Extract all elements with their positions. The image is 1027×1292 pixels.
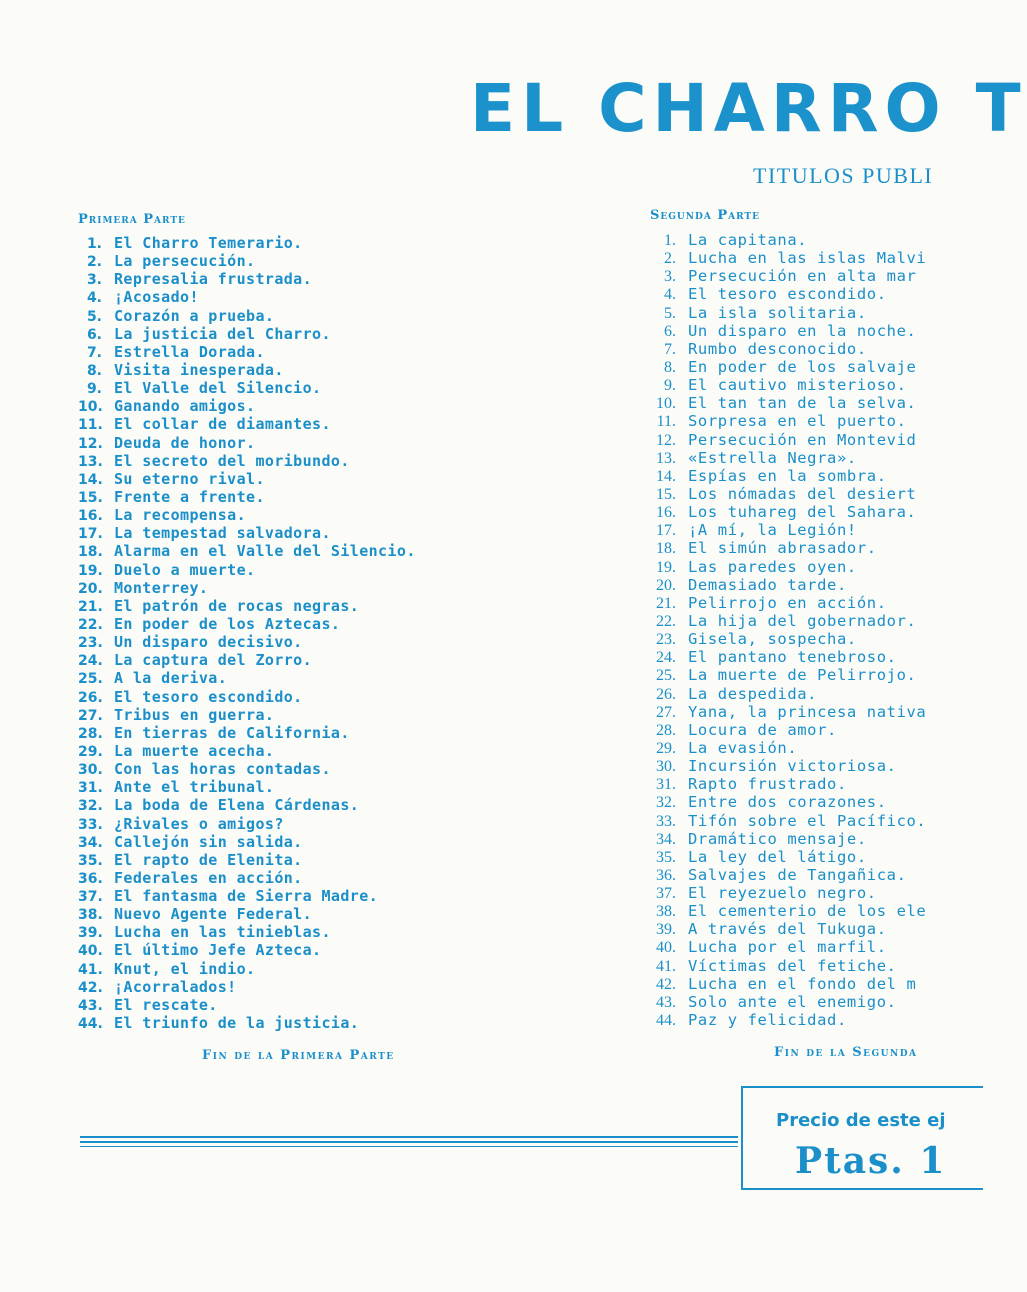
item-title: Pelirrojo en acción.: [688, 593, 887, 612]
list-item: [78, 960, 416, 978]
list-item: [78, 434, 416, 452]
item-number: 23.: [78, 635, 103, 652]
item-number: 35.: [656, 848, 676, 866]
list-item: [650, 757, 926, 775]
item-number: 9.: [86, 381, 102, 398]
list-item: [650, 376, 926, 394]
double-rule-divider: [80, 1136, 738, 1148]
list-item: [650, 830, 926, 848]
list-item: [650, 231, 926, 249]
item-number: 18.: [656, 540, 676, 558]
list-item: [78, 270, 416, 288]
item-number: 10.: [656, 395, 676, 413]
list-item: [650, 685, 926, 703]
list-item: [650, 993, 926, 1011]
list-item: [78, 397, 416, 415]
item-title: En tierras de California.: [114, 723, 350, 742]
item-number: 44.: [656, 1012, 676, 1030]
list-item: [78, 506, 416, 524]
list-item: [650, 267, 926, 285]
item-title: El cementerio de los ele: [688, 902, 927, 921]
list-item: [78, 1014, 416, 1032]
list-item: [650, 521, 926, 539]
list-item: [78, 307, 416, 325]
list-item: [650, 467, 926, 485]
list-item: [650, 630, 926, 648]
item-title: El Valle del Silencio.: [114, 379, 322, 398]
item-title: El rapto de Elenita.: [114, 850, 303, 869]
item-title: El fantasma de Sierra Madre.: [114, 887, 379, 906]
item-number: 38.: [78, 907, 103, 924]
item-number: 20.: [78, 580, 103, 597]
list-item: [650, 485, 926, 503]
list-item: [78, 978, 416, 996]
item-number: 21.: [78, 598, 103, 615]
item-number: 18.: [78, 544, 103, 561]
item-title: Deuda de honor.: [114, 433, 256, 452]
item-number: 35.: [78, 852, 103, 869]
price-box: [741, 1086, 983, 1190]
item-number: 22.: [656, 612, 676, 630]
item-title: El rescate.: [114, 995, 218, 1014]
list-item: [650, 576, 926, 594]
item-number: 40.: [78, 943, 103, 960]
item-number: 39.: [656, 921, 676, 939]
list-item: [650, 558, 926, 576]
item-title: El secreto del moribundo.: [114, 451, 350, 470]
list-item: [78, 815, 416, 833]
item-number: 33.: [78, 816, 103, 833]
item-title: La hija del gobernador.: [688, 611, 917, 630]
list-item: [650, 884, 926, 902]
item-title: Demasiado tarde.: [688, 575, 847, 594]
list-item: [650, 902, 926, 920]
item-number: 34.: [656, 830, 676, 848]
item-number: 42.: [78, 979, 103, 996]
list-item: [78, 234, 416, 252]
item-title: Solo ante el enemigo.: [688, 992, 897, 1011]
item-title: Con las horas contadas.: [114, 760, 331, 779]
item-title: La muerte de Pelirrojo.: [688, 666, 917, 685]
item-number: 34.: [78, 834, 103, 851]
item-number: 44.: [78, 1016, 103, 1033]
list-item: [78, 252, 416, 270]
item-title: El triunfo de la justicia.: [114, 1014, 360, 1033]
item-number: 37.: [78, 889, 103, 906]
list-item: [78, 542, 416, 560]
item-number: 11.: [656, 413, 676, 431]
list-item: [78, 379, 416, 397]
item-number: 24.: [78, 653, 103, 670]
item-title: El tan tan de la selva.: [688, 394, 917, 413]
series-title: EL CHARRO T: [470, 70, 1027, 147]
item-number: 7.: [86, 344, 102, 361]
list-item: [78, 633, 416, 651]
rule-line-middle: [80, 1141, 738, 1143]
list-item: [78, 724, 416, 742]
item-number: 1.: [664, 232, 676, 249]
price-value: Ptas. 1: [795, 1140, 947, 1182]
item-title: Duelo a muerte.: [114, 560, 256, 579]
item-number: 21.: [656, 594, 676, 612]
item-number: 2.: [86, 254, 102, 271]
list-item: [650, 394, 926, 412]
part2-title-list: [650, 231, 926, 1029]
list-item: [650, 975, 926, 993]
list-item: [650, 775, 926, 793]
item-number: 13.: [78, 453, 103, 470]
item-title: Los tuhareg del Sahara.: [688, 503, 917, 522]
list-item: [78, 778, 416, 796]
item-title: Salvajes de Tangañica.: [688, 865, 907, 884]
item-title: A través del Tukuga.: [688, 920, 887, 939]
item-number: 4.: [664, 286, 676, 304]
item-title: Gisela, sospecha.: [688, 630, 857, 649]
item-title: Ganando amigos.: [114, 397, 256, 416]
list-item: [78, 905, 416, 923]
item-title: Tribus en guerra.: [114, 705, 275, 724]
item-title: Víctimas del fetiche.: [688, 956, 897, 975]
list-item: [78, 941, 416, 959]
item-title: Represalia frustrada.: [114, 270, 313, 289]
item-title: Frente a frente.: [114, 487, 265, 506]
item-title: Persecución en alta mar: [688, 267, 917, 286]
item-title: Persecución en Montevid: [688, 430, 917, 449]
item-title: El Charro Temerario.: [114, 234, 303, 252]
item-title: Entre dos corazones.: [688, 793, 887, 812]
list-item: [650, 340, 926, 358]
list-item: [650, 539, 926, 557]
list-item: [78, 651, 416, 669]
item-number: 13.: [656, 449, 676, 467]
item-number: 29.: [656, 739, 676, 757]
item-number: 9.: [664, 377, 676, 395]
item-number: 12.: [78, 435, 103, 452]
list-item: [78, 597, 416, 615]
item-title: La persecución.: [114, 252, 256, 271]
item-title: ¡Acosado!: [114, 288, 199, 307]
item-number: 23.: [656, 631, 676, 649]
item-number: 31.: [656, 776, 676, 794]
item-title: La evasión.: [688, 738, 798, 757]
item-title: Federales en acción.: [114, 868, 303, 887]
rule-line-top: [80, 1136, 738, 1138]
item-title: Sorpresa en el puerto.: [688, 412, 907, 431]
item-title: Estrella Dorada.: [114, 342, 265, 361]
item-title: En poder de los salvaje: [688, 357, 917, 376]
published-titles-heading: TITULOS PUBLI: [753, 163, 934, 188]
item-number: 16.: [78, 508, 103, 525]
item-number: 8.: [664, 358, 676, 376]
item-number: 30.: [656, 758, 676, 776]
list-item: [650, 249, 926, 267]
item-title: Las paredes oyen.: [688, 557, 857, 576]
list-item: [650, 920, 926, 938]
item-title: ¡Acorralados!: [114, 977, 237, 996]
item-title: Lucha en las tinieblas.: [114, 923, 331, 942]
item-number: 3.: [664, 268, 676, 286]
list-item: [78, 325, 416, 343]
list-item: [650, 721, 926, 739]
item-number: 38.: [656, 903, 676, 921]
item-title: «Estrella Negra».: [688, 448, 857, 467]
item-number: 26.: [78, 689, 103, 706]
item-title: El tesoro escondido.: [688, 285, 887, 304]
item-number: 6.: [664, 322, 676, 340]
list-item: [650, 322, 926, 340]
item-title: El cautivo misterioso.: [688, 376, 907, 395]
list-item: [78, 488, 416, 506]
list-item: [650, 703, 926, 721]
item-number: 19.: [78, 562, 103, 579]
item-number: 36.: [656, 866, 676, 884]
list-item: [650, 848, 926, 866]
list-item: [78, 615, 416, 633]
item-title: El patrón de rocas negras.: [114, 596, 360, 615]
item-number: 7.: [664, 340, 676, 358]
part2-heading: Segunda Parte: [650, 208, 760, 223]
item-title: Visita inesperada.: [114, 360, 284, 379]
item-title: Lucha por el marfil.: [688, 938, 887, 957]
item-title: La recompensa.: [114, 506, 247, 525]
item-number: 39.: [78, 925, 103, 942]
list-item: [650, 1011, 926, 1029]
list-item: [650, 648, 926, 666]
item-number: 32.: [78, 798, 103, 815]
item-number: 5.: [664, 304, 676, 322]
item-title: Paz y felicidad.: [688, 1011, 847, 1030]
item-title: Dramático mensaje.: [688, 829, 867, 848]
list-item: [78, 579, 416, 597]
list-item: [650, 594, 926, 612]
item-title: La justicia del Charro.: [114, 324, 331, 343]
item-title: La captura del Zorro.: [114, 651, 313, 670]
item-number: 15.: [656, 485, 676, 503]
item-number: 1.: [86, 236, 102, 252]
price-label: Precio de este ej: [776, 1110, 946, 1131]
list-item: [78, 452, 416, 470]
item-title: El reyezuelo negro.: [688, 884, 877, 903]
item-title: ¿Rivales o amigos?: [114, 814, 284, 833]
item-number: 16.: [656, 504, 676, 522]
list-item: [650, 285, 926, 303]
item-number: 32.: [656, 794, 676, 812]
item-title: El simún abrasador.: [688, 539, 877, 558]
list-item: [650, 739, 926, 757]
item-title: La capitana.: [688, 231, 808, 249]
item-title: Knut, el indio.: [114, 959, 256, 978]
item-number: 30.: [78, 762, 103, 779]
item-number: 12.: [656, 431, 676, 449]
list-item: [78, 688, 416, 706]
item-number: 5.: [86, 308, 102, 325]
list-item: [78, 923, 416, 941]
item-number: 11.: [78, 417, 103, 434]
item-number: 22.: [78, 616, 103, 633]
item-title: Ante el tribunal.: [114, 778, 275, 797]
item-number: 19.: [656, 558, 676, 576]
item-title: La ley del látigo.: [688, 847, 867, 866]
item-title: Los nómadas del desiert: [688, 484, 917, 503]
list-item: [650, 938, 926, 956]
item-number: 28.: [78, 725, 103, 742]
rule-line-bottom: [80, 1146, 738, 1147]
part1-title-list: [78, 234, 416, 1032]
list-item: [78, 760, 416, 778]
list-item: [78, 343, 416, 361]
list-item: [78, 742, 416, 760]
item-number: 27.: [78, 707, 103, 724]
list-item: [650, 431, 926, 449]
item-title: Corazón a prueba.: [114, 306, 275, 325]
part1-end-note: Fin de la Primera Parte: [202, 1048, 395, 1063]
list-item: [78, 561, 416, 579]
list-item: [650, 358, 926, 376]
item-title: Tifón sobre el Pacífico.: [688, 811, 927, 830]
item-number: 3.: [86, 272, 102, 289]
list-item: [78, 887, 416, 905]
item-number: 28.: [656, 721, 676, 739]
item-number: 33.: [656, 812, 676, 830]
item-title: Incursión victoriosa.: [688, 757, 897, 776]
list-item: [650, 666, 926, 684]
item-number: 6.: [86, 326, 102, 343]
item-title: Lucha en las islas Malvi: [688, 249, 927, 268]
item-number: 14.: [656, 467, 676, 485]
list-item: [78, 851, 416, 869]
list-item: [78, 796, 416, 814]
list-item: [650, 449, 926, 467]
item-number: 27.: [656, 703, 676, 721]
item-title: Espías en la sombra.: [688, 466, 887, 485]
item-number: 17.: [656, 522, 676, 540]
item-number: 29.: [78, 743, 103, 760]
list-item: [78, 869, 416, 887]
item-title: El pantano tenebroso.: [688, 648, 897, 667]
list-item: [650, 304, 926, 322]
item-number: 20.: [656, 576, 676, 594]
item-title: ¡A mí, la Legión!: [688, 521, 857, 540]
item-title: El último Jefe Azteca.: [114, 941, 322, 960]
list-item: [78, 706, 416, 724]
list-item: [78, 524, 416, 542]
list-item: [650, 812, 926, 830]
item-number: 41.: [656, 957, 676, 975]
item-number: 24.: [656, 649, 676, 667]
item-title: Monterrey.: [114, 578, 209, 597]
list-item: [78, 669, 416, 687]
item-title: Yana, la princesa nativa: [688, 702, 927, 721]
list-item: [650, 503, 926, 521]
item-title: Rapto frustrado.: [688, 775, 847, 794]
item-title: La muerte acecha.: [114, 741, 275, 760]
item-number: 4.: [86, 290, 102, 307]
item-number: 41.: [78, 961, 103, 978]
item-title: El tesoro escondido.: [114, 687, 303, 706]
item-title: A la deriva.: [114, 669, 228, 688]
item-number: 25.: [78, 671, 103, 688]
item-number: 17.: [78, 526, 103, 543]
item-number: 36.: [78, 870, 103, 887]
list-item: [650, 612, 926, 630]
part2-end-note: Fin de la Segunda: [774, 1045, 918, 1060]
item-number: 37.: [656, 885, 676, 903]
list-item: [650, 793, 926, 811]
item-number: 26.: [656, 685, 676, 703]
item-number: 31.: [78, 780, 103, 797]
item-number: 8.: [86, 362, 102, 379]
item-title: Un disparo en la noche.: [688, 321, 917, 340]
item-title: Locura de amor.: [688, 720, 837, 739]
list-item: [78, 833, 416, 851]
item-title: Rumbo desconocido.: [688, 339, 867, 358]
item-title: Un disparo decisivo.: [114, 633, 303, 652]
item-title: El collar de diamantes.: [114, 415, 331, 434]
item-title: Callejón sin salida.: [114, 832, 303, 851]
item-title: En poder de los Aztecas.: [114, 614, 341, 633]
item-title: La boda de Elena Cárdenas.: [114, 796, 360, 815]
item-number: 42.: [656, 975, 676, 993]
item-title: La tempestad salvadora.: [114, 524, 331, 543]
item-number: 25.: [656, 667, 676, 685]
item-title: La despedida.: [688, 684, 818, 703]
list-item: [78, 415, 416, 433]
item-number: 10.: [78, 399, 103, 416]
item-number: 43.: [78, 997, 103, 1014]
part1-heading: Primera Parte: [78, 212, 186, 227]
item-title: Nuevo Agente Federal.: [114, 905, 313, 924]
list-item: [650, 412, 926, 430]
list-item: [78, 361, 416, 379]
item-number: 43.: [656, 993, 676, 1011]
item-title: Lucha en el fondo del m: [688, 974, 917, 993]
item-number: 14.: [78, 471, 103, 488]
item-number: 40.: [656, 939, 676, 957]
list-item: [78, 996, 416, 1014]
item-title: Alarma en el Valle del Silencio.: [114, 542, 416, 561]
list-item: [78, 470, 416, 488]
item-title: Su eterno rival.: [114, 469, 265, 488]
item-number: 2.: [664, 250, 676, 268]
item-number: 15.: [78, 489, 103, 506]
list-item: [78, 288, 416, 306]
list-item: [650, 957, 926, 975]
item-title: La isla solitaria.: [688, 303, 867, 322]
list-item: [650, 866, 926, 884]
